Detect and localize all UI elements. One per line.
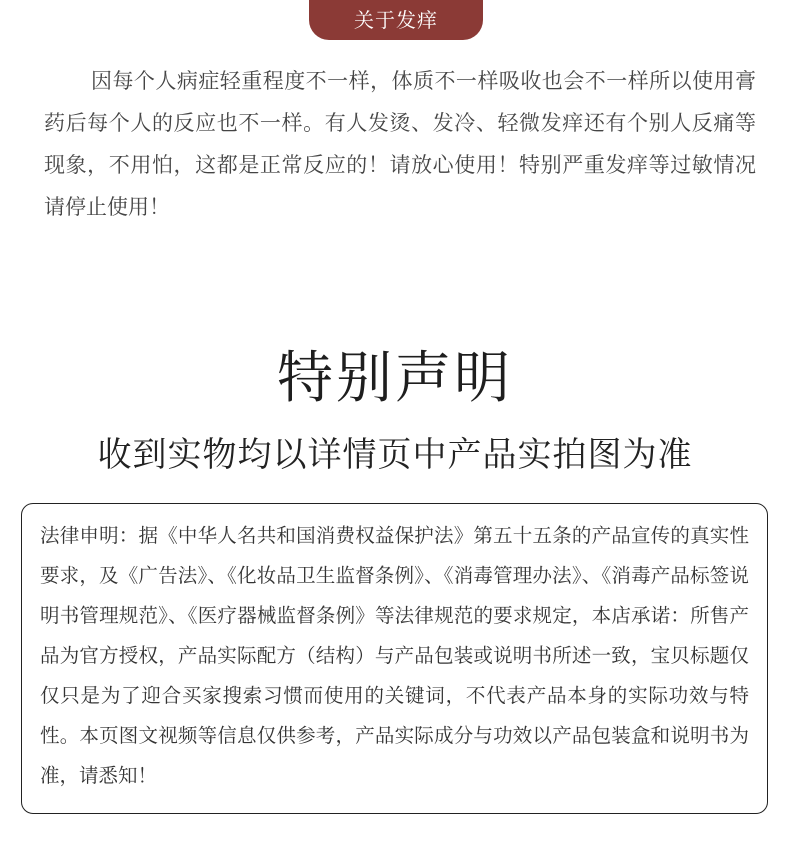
legal-statement-box <box>21 503 768 814</box>
notice-subtitle: 收到实物均以详情页中产品实拍图为准 <box>97 435 693 475</box>
notice-title: 特别声明 <box>277 346 513 411</box>
section-title-badge: 关于发痒 <box>309 0 483 40</box>
itch-explanation-paragraph: 因每个人病症轻重程度不一样，体质不一样吸收也会不一样所以使用膏药后每个人的反应也不一样。有人发烫、发冷、轻微发痒还有个别人反痛等现象，不用怕，这都是正常反应的！请放心使用！特别严重发痒等过敏情况请停止使用！ <box>44 69 756 219</box>
legal-statement-text: 法律申明：据《中华人名共和国消费权益保护法》第五十五条的产品宣传的真实性要求，及《广告法》、《化妆品卫生监督条例》、《消毒管理办法》、《消毒产品标签说明书管理规范》、《医疗器械监督条例》等法律规范的要求规定，本店承诺：所售产品为官方授权，产品实际配方（结构）与产品包装或说明书所述一致，宝贝标题仅仅只是为了迎合买家搜索习惯而使用的关键词，不代表产品本身的实际功效与特性。本页图文视频等信息仅供参考，产品实际成分与功效以产品包装盒和说明书为准，请悉知！ <box>40 524 749 787</box>
